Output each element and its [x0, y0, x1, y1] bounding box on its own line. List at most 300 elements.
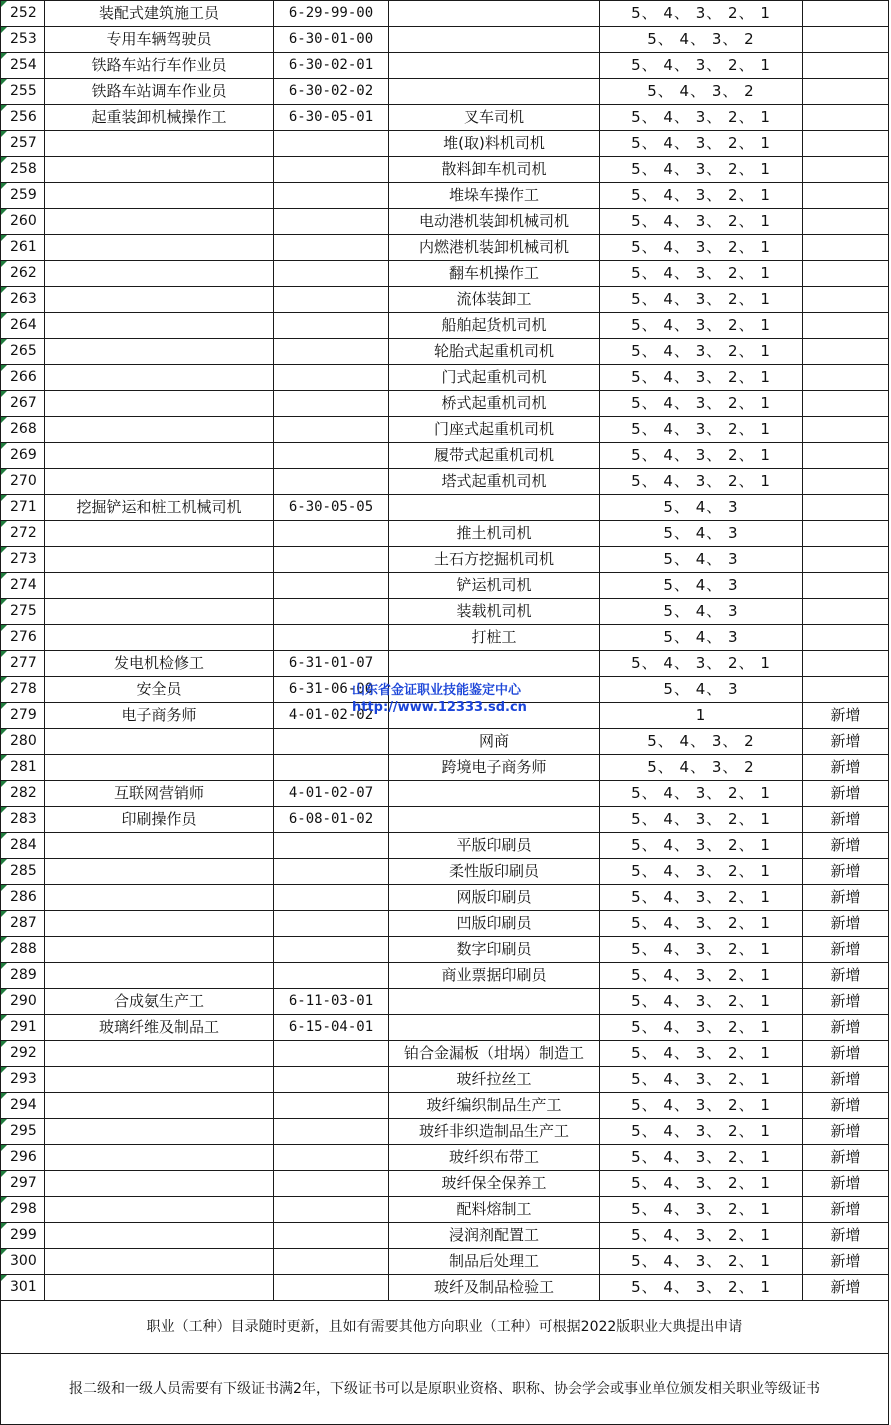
remark-cell [803, 521, 889, 547]
row-number-cell: 270 [1, 469, 45, 495]
row-number-cell: 264 [1, 313, 45, 339]
occupation-code-cell: 6-30-01-00 [274, 27, 389, 53]
table-row [1, 963, 889, 989]
remark-cell: 新增 [803, 1171, 889, 1197]
table-row [1, 53, 889, 79]
remark-cell: 新增 [803, 1015, 889, 1041]
sub-occupation-cell: 玻纤非织造制品生产工 [389, 1119, 600, 1145]
occupation-code-cell [274, 1275, 389, 1301]
table-row [1, 937, 889, 963]
sub-occupation-cell: 网商 [389, 729, 600, 755]
occupation-name-cell [45, 287, 274, 313]
occupation-code-cell [274, 391, 389, 417]
occupation-code-cell [274, 1067, 389, 1093]
skill-levels-cell: 5、 4、 3、 2、 1 [600, 157, 803, 183]
occupation-code-cell: 6-31-01-07 [274, 651, 389, 677]
row-number-cell: 272 [1, 521, 45, 547]
row-number-cell: 299 [1, 1223, 45, 1249]
skill-levels-cell: 5、 4、 3、 2、 1 [600, 833, 803, 859]
remark-cell [803, 1, 889, 27]
table-row [1, 1275, 889, 1301]
occupation-name-cell [45, 833, 274, 859]
row-number-cell: 288 [1, 937, 45, 963]
skill-levels-cell: 5、 4、 3 [600, 599, 803, 625]
remark-cell: 新增 [803, 703, 889, 729]
skill-levels-cell: 5、 4、 3、 2、 1 [600, 469, 803, 495]
sub-occupation-cell: 叉车司机 [389, 105, 600, 131]
occupation-code-cell: 6-29-99-00 [274, 1, 389, 27]
occupation-code-cell [274, 365, 389, 391]
occupation-name-cell: 挖掘铲运和桩工机械司机 [45, 495, 274, 521]
skill-levels-cell: 5、 4、 3 [600, 625, 803, 651]
skill-levels-cell: 1 [600, 703, 803, 729]
sub-occupation-cell: 跨境电子商务师 [389, 755, 600, 781]
remark-cell: 新增 [803, 1119, 889, 1145]
skill-levels-cell: 5、 4、 3、 2、 1 [600, 1223, 803, 1249]
remark-cell [803, 235, 889, 261]
row-number-cell: 287 [1, 911, 45, 937]
remark-cell: 新增 [803, 1249, 889, 1275]
table-row [1, 677, 889, 703]
table-row [1, 859, 889, 885]
occupation-code-cell [274, 1171, 389, 1197]
row-number-cell: 297 [1, 1171, 45, 1197]
occupation-name-cell: 互联网营销师 [45, 781, 274, 807]
occupation-name-cell [45, 1223, 274, 1249]
skill-levels-cell: 5、 4、 3、 2、 1 [600, 131, 803, 157]
footer-row-update-notice [1, 1301, 889, 1354]
occupation-name-cell [45, 443, 274, 469]
remark-cell: 新增 [803, 1197, 889, 1223]
table-row [1, 209, 889, 235]
row-number-cell: 290 [1, 989, 45, 1015]
table-row [1, 521, 889, 547]
table-row [1, 391, 889, 417]
watermark-org: 山东省金证职业技能鉴定中心 [352, 683, 522, 698]
row-number-cell: 259 [1, 183, 45, 209]
remark-cell [803, 79, 889, 105]
skill-levels-cell: 5、 4、 3、 2、 1 [600, 1041, 803, 1067]
occupation-name-cell [45, 547, 274, 573]
skill-levels-cell: 5、 4、 3、 2 [600, 79, 803, 105]
occupation-code-cell: 6-15-04-01 [274, 1015, 389, 1041]
remark-cell [803, 313, 889, 339]
sub-occupation-cell: 内燃港机装卸机械司机 [389, 235, 600, 261]
table-row [1, 599, 889, 625]
table-row [1, 469, 889, 495]
row-number-cell: 283 [1, 807, 45, 833]
occupation-code-cell [274, 755, 389, 781]
sub-occupation-cell [389, 27, 600, 53]
row-number-cell: 255 [1, 79, 45, 105]
occupation-name-cell [45, 339, 274, 365]
table-row [1, 1, 889, 27]
occupation-code-cell: 6-30-02-01 [274, 53, 389, 79]
occupation-code-cell [274, 313, 389, 339]
sub-occupation-cell [389, 1015, 600, 1041]
occupation-code-cell [274, 287, 389, 313]
occupation-name-cell [45, 599, 274, 625]
skill-levels-cell: 5、 4、 3、 2 [600, 27, 803, 53]
skill-levels-cell: 5、 4、 3、 2、 1 [600, 963, 803, 989]
watermark-url: http://www.12333.sd.cn [352, 700, 527, 715]
occupation-code-cell: 6-31-06-00 [274, 677, 389, 703]
footer-note-update: 职业（工种）目录随时更新，且如有需要其他方向职业（工种）可根据2022版职业大典提出申请 [1, 1301, 889, 1354]
row-number-cell: 267 [1, 391, 45, 417]
skill-levels-cell: 5、 4、 3、 2、 1 [600, 391, 803, 417]
sub-occupation-cell: 散料卸车机司机 [389, 157, 600, 183]
row-number-cell: 294 [1, 1093, 45, 1119]
sub-occupation-cell: 塔式起重机司机 [389, 469, 600, 495]
occupation-code-cell [274, 417, 389, 443]
occupation-name-cell [45, 157, 274, 183]
occupation-name-cell: 铁路车站调车作业员 [45, 79, 274, 105]
occupation-code-cell [274, 209, 389, 235]
table-row [1, 729, 889, 755]
sub-occupation-cell: 配料熔制工 [389, 1197, 600, 1223]
table-row [1, 443, 889, 469]
skill-levels-cell: 5、 4、 3、 2、 1 [600, 417, 803, 443]
occupation-code-cell: 6-11-03-01 [274, 989, 389, 1015]
occupation-name-cell [45, 313, 274, 339]
sub-occupation-cell: 玻纤织布带工 [389, 1145, 600, 1171]
table-row [1, 1015, 889, 1041]
skill-levels-cell: 5、 4、 3、 2、 1 [600, 1015, 803, 1041]
table-row [1, 235, 889, 261]
skill-levels-cell: 5、 4、 3、 2、 1 [600, 781, 803, 807]
skill-levels-cell: 5、 4、 3、 2、 1 [600, 313, 803, 339]
occupation-code-cell [274, 131, 389, 157]
occupation-name-cell [45, 469, 274, 495]
sub-occupation-cell: 网版印刷员 [389, 885, 600, 911]
occupation-code-cell [274, 261, 389, 287]
table-row [1, 1067, 889, 1093]
remark-cell [803, 443, 889, 469]
occupation-name-cell [45, 235, 274, 261]
occupation-name-cell [45, 209, 274, 235]
table-row [1, 365, 889, 391]
table-body [1, 1, 889, 1301]
row-number-cell: 277 [1, 651, 45, 677]
row-number-cell: 271 [1, 495, 45, 521]
remark-cell: 新增 [803, 1067, 889, 1093]
row-number-cell: 291 [1, 1015, 45, 1041]
sub-occupation-cell: 打桩工 [389, 625, 600, 651]
skill-levels-cell: 5、 4、 3、 2、 1 [600, 1093, 803, 1119]
sub-occupation-cell [389, 495, 600, 521]
remark-cell [803, 365, 889, 391]
occupation-code-cell [274, 1041, 389, 1067]
table-row [1, 1171, 889, 1197]
occupation-name-cell [45, 1119, 274, 1145]
remark-cell [803, 261, 889, 287]
occupation-name-cell [45, 183, 274, 209]
occupation-code-cell [274, 573, 389, 599]
occupation-code-cell [274, 1145, 389, 1171]
skill-levels-cell: 5、 4、 3、 2、 1 [600, 443, 803, 469]
remark-cell [803, 625, 889, 651]
skill-levels-cell: 5、 4、 3、 2 [600, 755, 803, 781]
row-number-cell: 260 [1, 209, 45, 235]
sub-occupation-cell: 门式起重机司机 [389, 365, 600, 391]
skill-levels-cell: 5、 4、 3、 2、 1 [600, 1067, 803, 1093]
occupation-code-cell [274, 1093, 389, 1119]
remark-cell: 新增 [803, 1041, 889, 1067]
occupation-name-cell [45, 521, 274, 547]
remark-cell: 新增 [803, 781, 889, 807]
occupation-name-cell [45, 1275, 274, 1301]
sub-occupation-cell: 数字印刷员 [389, 937, 600, 963]
remark-cell [803, 27, 889, 53]
sub-occupation-cell: 装载机司机 [389, 599, 600, 625]
row-number-cell: 253 [1, 27, 45, 53]
skill-levels-cell: 5、 4、 3、 2、 1 [600, 1197, 803, 1223]
occupation-name-cell: 合成氨生产工 [45, 989, 274, 1015]
occupation-code-cell [274, 183, 389, 209]
row-number-cell: 301 [1, 1275, 45, 1301]
skill-levels-cell: 5、 4、 3、 2、 1 [600, 339, 803, 365]
occupation-name-cell [45, 1093, 274, 1119]
remark-cell: 新增 [803, 1275, 889, 1301]
skill-levels-cell: 5、 4、 3、 2、 1 [600, 209, 803, 235]
table-row [1, 1041, 889, 1067]
sub-occupation-cell: 推土机司机 [389, 521, 600, 547]
row-number-cell: 268 [1, 417, 45, 443]
sub-occupation-cell: 土石方挖掘机司机 [389, 547, 600, 573]
occupation-code-cell [274, 469, 389, 495]
occupation-code-cell [274, 235, 389, 261]
table-row [1, 573, 889, 599]
row-number-cell: 284 [1, 833, 45, 859]
table-row [1, 157, 889, 183]
remark-cell [803, 157, 889, 183]
sub-occupation-cell: 铲运机司机 [389, 573, 600, 599]
row-number-cell: 273 [1, 547, 45, 573]
remark-cell: 新增 [803, 833, 889, 859]
occupation-code-cell: 6-30-05-05 [274, 495, 389, 521]
skill-levels-cell: 5、 4、 3 [600, 521, 803, 547]
occupation-name-cell [45, 937, 274, 963]
row-number-cell: 252 [1, 1, 45, 27]
row-number-cell: 263 [1, 287, 45, 313]
row-number-cell: 257 [1, 131, 45, 157]
table-row [1, 1223, 889, 1249]
occupation-name-cell [45, 729, 274, 755]
row-number-cell: 285 [1, 859, 45, 885]
occupation-code-cell: 4-01-02-07 [274, 781, 389, 807]
occupation-name-cell: 印刷操作员 [45, 807, 274, 833]
row-number-cell: 279 [1, 703, 45, 729]
table-row [1, 547, 889, 573]
occupation-name-cell [45, 911, 274, 937]
occupation-name-cell: 装配式建筑施工员 [45, 1, 274, 27]
remark-cell: 新增 [803, 885, 889, 911]
remark-cell [803, 417, 889, 443]
remark-cell: 新增 [803, 989, 889, 1015]
table-row [1, 79, 889, 105]
occupation-name-cell [45, 1171, 274, 1197]
row-number-cell: 269 [1, 443, 45, 469]
occupation-name-cell: 专用车辆驾驶员 [45, 27, 274, 53]
occupation-code-cell [274, 521, 389, 547]
remark-cell [803, 599, 889, 625]
row-number-cell: 295 [1, 1119, 45, 1145]
occupation-code-cell [274, 1119, 389, 1145]
skill-levels-cell: 5、 4、 3 [600, 547, 803, 573]
skill-levels-cell: 5、 4、 3 [600, 677, 803, 703]
skill-levels-cell: 5、 4、 3、 2、 1 [600, 261, 803, 287]
remark-cell: 新增 [803, 729, 889, 755]
table-row [1, 755, 889, 781]
sub-occupation-cell [389, 1, 600, 27]
remark-cell [803, 131, 889, 157]
skill-levels-cell: 5、 4、 3 [600, 573, 803, 599]
skill-levels-cell: 5、 4、 3、 2、 1 [600, 1275, 803, 1301]
row-number-cell: 254 [1, 53, 45, 79]
table-row [1, 1197, 889, 1223]
occupation-name-cell [45, 417, 274, 443]
table-row [1, 885, 889, 911]
sub-occupation-cell: 玻纤保全保养工 [389, 1171, 600, 1197]
occupation-name-cell [45, 1041, 274, 1067]
skill-levels-cell: 5、 4、 3、 2、 1 [600, 1, 803, 27]
occupation-code-cell [274, 547, 389, 573]
remark-cell [803, 105, 889, 131]
table-row [1, 339, 889, 365]
occupation-name-cell [45, 391, 274, 417]
sub-occupation-cell: 浸润剂配置工 [389, 1223, 600, 1249]
sub-occupation-cell: 桥式起重机司机 [389, 391, 600, 417]
row-number-cell: 289 [1, 963, 45, 989]
sub-occupation-cell: 柔性版印刷员 [389, 859, 600, 885]
sub-occupation-cell [389, 651, 600, 677]
remark-cell [803, 391, 889, 417]
skill-levels-cell: 5、 4、 3、 2、 1 [600, 989, 803, 1015]
row-number-cell: 282 [1, 781, 45, 807]
row-number-cell: 293 [1, 1067, 45, 1093]
sub-occupation-cell: 电动港机装卸机械司机 [389, 209, 600, 235]
row-number-cell: 292 [1, 1041, 45, 1067]
sub-occupation-cell: 堆(取)料机司机 [389, 131, 600, 157]
table-row [1, 261, 889, 287]
sub-occupation-cell [389, 781, 600, 807]
occupation-code-cell [274, 963, 389, 989]
table-row [1, 313, 889, 339]
table-row [1, 27, 889, 53]
skill-levels-cell: 5、 4、 3、 2、 1 [600, 1145, 803, 1171]
row-number-cell: 296 [1, 1145, 45, 1171]
occupation-code-cell: 6-30-02-02 [274, 79, 389, 105]
remark-cell [803, 469, 889, 495]
table-row [1, 105, 889, 131]
remark-cell [803, 183, 889, 209]
table-row [1, 131, 889, 157]
sub-occupation-cell: 履带式起重机司机 [389, 443, 600, 469]
occupation-code-cell [274, 599, 389, 625]
table-row [1, 287, 889, 313]
occupation-name-cell [45, 885, 274, 911]
row-number-cell: 261 [1, 235, 45, 261]
occupation-name-cell [45, 625, 274, 651]
sub-occupation-cell: 堆垛车操作工 [389, 183, 600, 209]
skill-levels-cell: 5、 4、 3、 2、 1 [600, 937, 803, 963]
remark-cell: 新增 [803, 1093, 889, 1119]
sub-occupation-cell: 船舶起货机司机 [389, 313, 600, 339]
remark-cell: 新增 [803, 807, 889, 833]
occupation-code-cell: 6-08-01-02 [274, 807, 389, 833]
table-row [1, 1093, 889, 1119]
skill-levels-cell: 5、 4、 3、 2、 1 [600, 1171, 803, 1197]
row-number-cell: 300 [1, 1249, 45, 1275]
occupation-code-cell [274, 625, 389, 651]
remark-cell: 新增 [803, 937, 889, 963]
occupation-code-cell [274, 443, 389, 469]
table-row [1, 911, 889, 937]
occupation-code-cell [274, 157, 389, 183]
row-number-cell: 265 [1, 339, 45, 365]
remark-cell [803, 53, 889, 79]
remark-cell [803, 547, 889, 573]
table-row [1, 833, 889, 859]
occupation-code-cell [274, 859, 389, 885]
sub-occupation-cell: 凹版印刷员 [389, 911, 600, 937]
occupation-code-cell [274, 885, 389, 911]
occupation-name-cell [45, 131, 274, 157]
occupation-name-cell [45, 1197, 274, 1223]
sub-occupation-cell: 轮胎式起重机司机 [389, 339, 600, 365]
remark-cell [803, 651, 889, 677]
remark-cell: 新增 [803, 911, 889, 937]
table-row [1, 703, 889, 729]
skill-levels-cell: 5、 4、 3、 2、 1 [600, 651, 803, 677]
occupation-name-cell: 铁路车站行车作业员 [45, 53, 274, 79]
skill-levels-cell: 5、 4、 3、 2、 1 [600, 1249, 803, 1275]
skill-levels-cell: 5、 4、 3、 2、 1 [600, 105, 803, 131]
skill-levels-cell: 5、 4、 3、 2、 1 [600, 365, 803, 391]
occupation-name-cell [45, 1067, 274, 1093]
row-number-cell: 256 [1, 105, 45, 131]
row-number-cell: 258 [1, 157, 45, 183]
occupation-code-cell: 4-01-02-02 [274, 703, 389, 729]
occupation-name-cell [45, 859, 274, 885]
sub-occupation-cell: 玻纤编织制品生产工 [389, 1093, 600, 1119]
sub-occupation-cell: 翻车机操作工 [389, 261, 600, 287]
remark-cell [803, 573, 889, 599]
occupation-name-cell [45, 365, 274, 391]
remark-cell: 新增 [803, 1223, 889, 1249]
remark-cell: 新增 [803, 963, 889, 989]
sub-occupation-cell [389, 807, 600, 833]
row-number-cell: 276 [1, 625, 45, 651]
skill-levels-cell: 5、 4、 3、 2、 1 [600, 885, 803, 911]
occupation-code-cell [274, 911, 389, 937]
sub-occupation-cell [389, 53, 600, 79]
skill-levels-cell: 5、 4、 3、 2、 1 [600, 235, 803, 261]
table-row [1, 781, 889, 807]
table-row [1, 183, 889, 209]
skill-levels-cell: 5、 4、 3、 2、 1 [600, 807, 803, 833]
table-row [1, 1249, 889, 1275]
sub-occupation-cell: 商业票据印刷员 [389, 963, 600, 989]
occupation-name-cell: 发电机检修工 [45, 651, 274, 677]
skill-levels-cell: 5、 4、 3、 2、 1 [600, 859, 803, 885]
occupation-name-cell: 起重装卸机械操作工 [45, 105, 274, 131]
skill-levels-cell: 5、 4、 3、 2、 1 [600, 53, 803, 79]
sub-occupation-cell: 铂合金漏板（坩埚）制造工 [389, 1041, 600, 1067]
occupation-code-cell [274, 1223, 389, 1249]
skill-levels-cell: 5、 4、 3、 2、 1 [600, 1119, 803, 1145]
occupation-code-cell: 6-30-05-01 [274, 105, 389, 131]
